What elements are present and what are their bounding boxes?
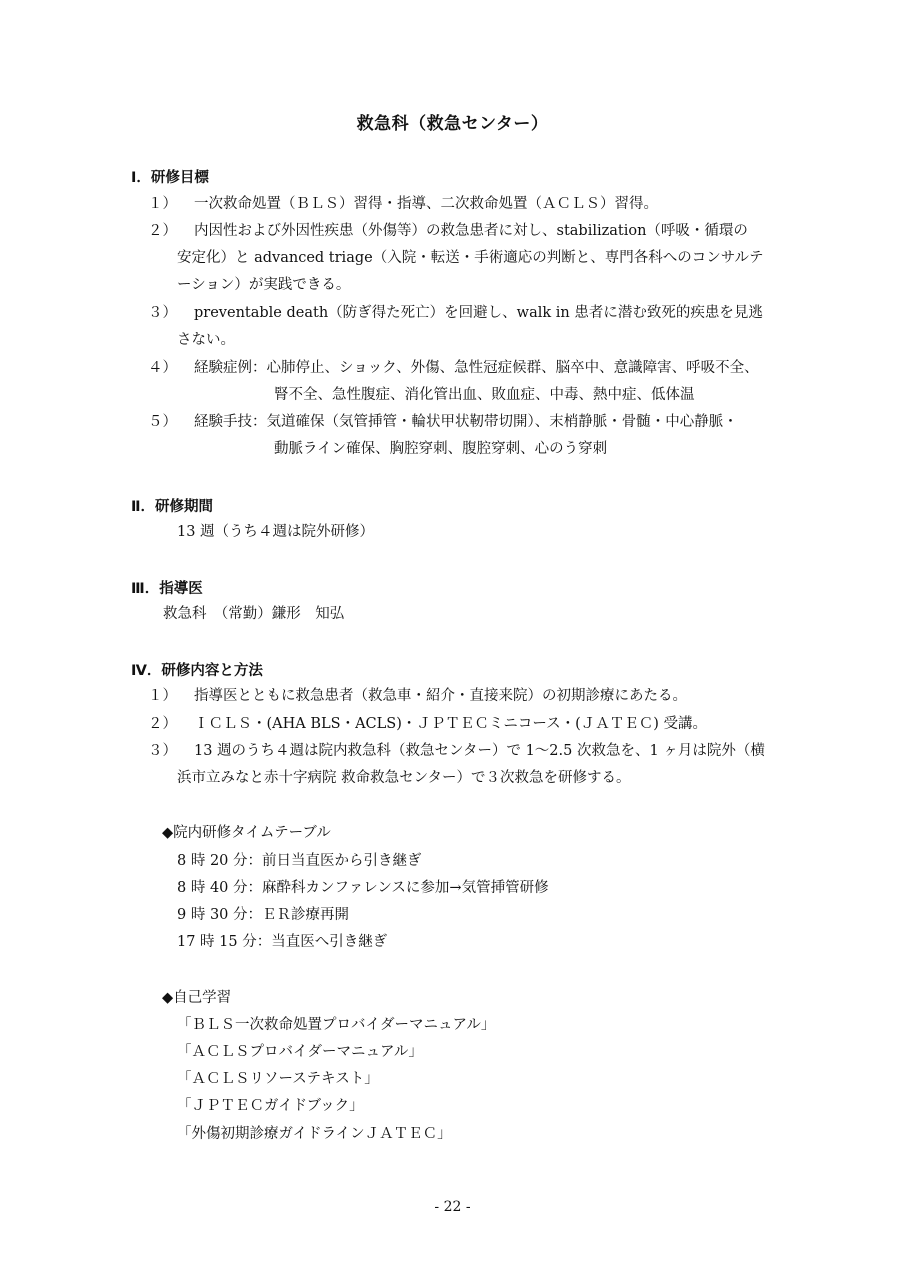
goal-item-3-line-1: preventable death（防ぎ得た死亡）を回避し、walk in 患者に潜む致死的疾患を見逃 bbox=[194, 305, 763, 321]
section-goals-heading: Ⅰ．研修目標 bbox=[131, 170, 209, 186]
self-study-book: 「ＡＣＬＳリソーステキスト」 bbox=[177, 1071, 379, 1087]
timetable-heading: ◆院内研修タイムテーブル bbox=[162, 825, 331, 841]
content-item-1-number: １） bbox=[148, 688, 177, 704]
goal-item-5-number: ５） bbox=[148, 414, 177, 430]
goal-item-4-line-2: 腎不全、急性腹症、消化管出血、敗血症、中毒、熱中症、低体温 bbox=[274, 387, 695, 403]
content-item-1-text: 指導医とともに救急患者（救急車・紹介・直接来院）の初期診療にあたる。 bbox=[194, 688, 687, 704]
goal-item-4-number: ４） bbox=[148, 360, 177, 376]
goal-item-5-line-1: 経験手技：気道確保（気管挿管・輪状甲状靭帯切開）、末梢静脈・骨髄・中心静脈・ bbox=[194, 414, 738, 430]
content-item-2-text: ＩＣＬＳ・(AHA BLS・ACLS)・ＪＰＴＥＣミニコース・(ＪＡＴＥＣ) 受講。 bbox=[194, 716, 708, 732]
content-item-3-line-2: 浜市立みなと赤十字病院 救命救急センター）で３次救急を研修する。 bbox=[177, 770, 631, 786]
content-item-2-number: ２） bbox=[148, 716, 177, 732]
self-study-book: 「ＪＰＴＥＣガイドブック」 bbox=[177, 1098, 364, 1114]
goal-item-1-text: 一次救命処置（ＢＬＳ）習得・指導、二次救命処置（ＡＣＬＳ）習得。 bbox=[194, 196, 658, 212]
goal-item-4-line-1: 経験症例：心肺停止、ショック、外傷、急性冠症候群、脳卒中、意識障害、呼吸不全、 bbox=[194, 360, 759, 376]
page-number: - 22 - bbox=[434, 1199, 471, 1215]
goal-item-3-line-2: さない。 bbox=[177, 332, 235, 348]
section-content-heading: Ⅳ．研修内容と方法 bbox=[131, 663, 263, 679]
goal-item-2-line-3: ーション）が実践できる。 bbox=[177, 277, 351, 293]
timetable-row: 8 時 40 分：麻酔科カンファレンスに参加→気管挿管研修 bbox=[177, 880, 549, 896]
section-period-heading: Ⅱ．研修期間 bbox=[131, 499, 214, 515]
goal-item-3-number: ３） bbox=[148, 305, 177, 321]
goal-item-2-number: ２） bbox=[148, 223, 177, 239]
self-study-heading: ◆自己学習 bbox=[162, 990, 232, 1006]
section-supervisor-heading: Ⅲ．指導医 bbox=[131, 581, 203, 597]
self-study-book: 「外傷初期診療ガイドラインＪＡＴＥＣ」 bbox=[177, 1126, 452, 1142]
self-study-book: 「ＢＬＳ一次救命処置プロバイダーマニュアル」 bbox=[177, 1017, 496, 1033]
goal-item-2-line-2: 安定化）と advanced triage（入院・転送・手術適応の判断と、専門各科へのコンサルテ bbox=[177, 250, 764, 266]
self-study-book: 「ＡＣＬＳプロバイダーマニュアル」 bbox=[177, 1044, 423, 1060]
supervisor-text: 救急科 （常勤）鎌形 知弘 bbox=[163, 606, 345, 622]
content-item-3-number: ３） bbox=[148, 743, 177, 759]
page-title: 救急科（救急センター） bbox=[356, 114, 549, 134]
content-item-3-line-1: 13 週のうち４週は院内救急科（救急センター）で 1～2.5 次救急を、1 ヶ月は院外（横 bbox=[194, 743, 765, 759]
goal-item-2-line-1: 内因性および外因性疾患（外傷等）の救急患者に対し、stabilization（呼吸・循環の bbox=[194, 223, 748, 239]
timetable-row: 9 時 30 分：ＥＲ診療再開 bbox=[177, 907, 350, 923]
timetable-row: 17 時 15 分：当直医へ引き継ぎ bbox=[177, 934, 388, 950]
timetable-row: 8 時 20 分：前日当直医から引き継ぎ bbox=[177, 853, 422, 869]
goal-item-5-line-2: 動脈ライン確保、胸腔穿刺、腹腔穿刺、心のう穿刺 bbox=[274, 441, 608, 457]
period-text: 13 週（うち４週は院外研修） bbox=[177, 524, 375, 540]
goal-item-1-number: １） bbox=[148, 196, 177, 212]
